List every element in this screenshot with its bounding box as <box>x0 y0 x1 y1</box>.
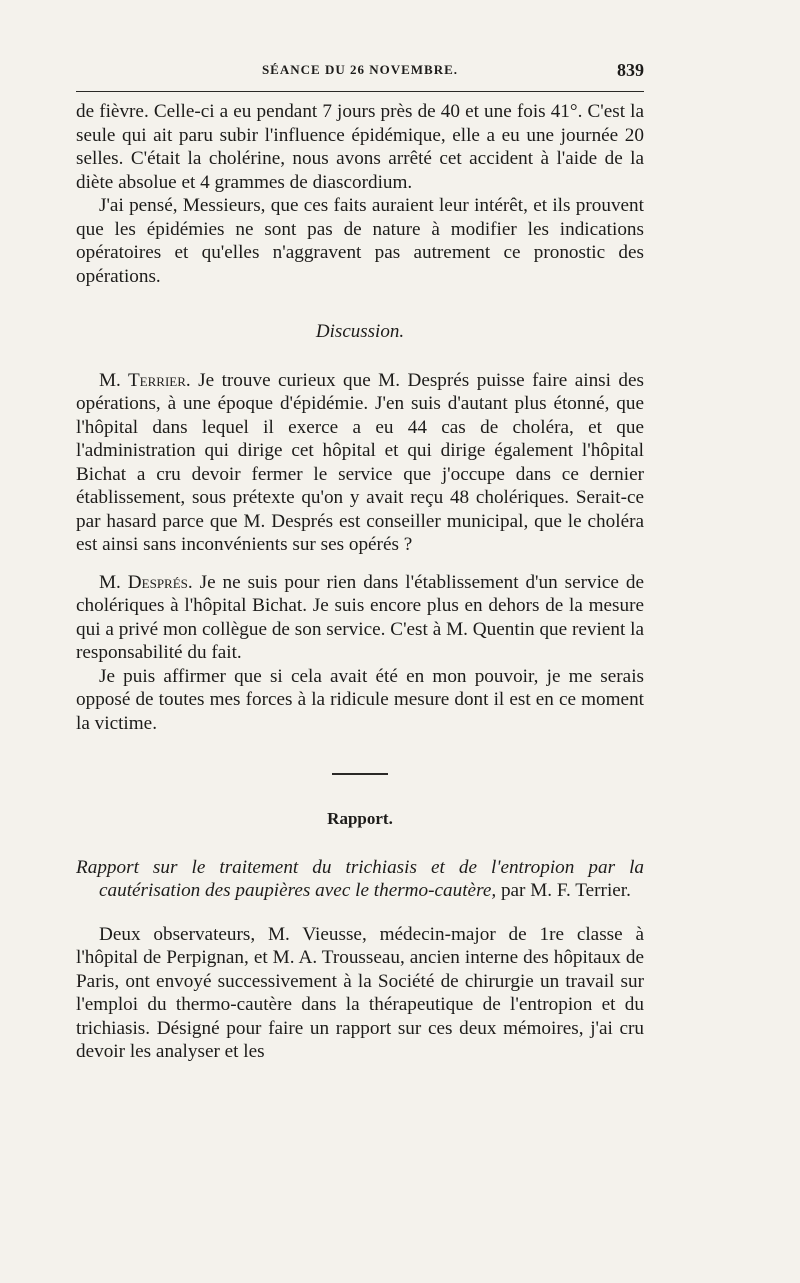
running-head <box>76 62 644 84</box>
header-rule <box>76 91 644 92</box>
speaker-despres: M. Després. <box>99 571 193 593</box>
page-number: 839 <box>617 60 644 80</box>
report-title <box>76 856 644 903</box>
paragraph-terrier <box>76 369 644 557</box>
paragraph-despres <box>76 571 644 665</box>
paragraph-despres-2: Je puis affirmer que si cela avait été en mon pouvoir, je me serais opposé de toutes mes forces à la ridicule mesure dont il est en ce moment la victime. <box>76 665 644 734</box>
despres-statement: Je ne suis pour rien dans l'établissement d'un service de cholériques à l'hôpital Bichat. Je suis encore plus en dehors de la mesure qui a privé mon collègue de son service. C'est à M. Quentin que revient la responsabilité du fait. <box>76 571 644 663</box>
running-title: SÉANCE DU 26 NOVEMBRE. <box>261 62 459 77</box>
speaker-terrier: M. Terrier. <box>99 369 191 391</box>
terrier-statement: Je trouve curieux que M. Després puisse faire ainsi des opérations, à une époque d'épidémie. J'en suis d'autant plus étonné, que l'hôpital dans lequel il exerce a eu 44 cas de choléra, et que l'administration qui dirige cet hôpital et qui dirige également l'hôpital Bichat a cru devoir fermer le service que j'occupe dans ce dernier établissement, sous prétexte qu'on y avait reçu 48 cholériques. Serait-ce par hasard parce que M. Després est conseiller municipal, que le choléra est ainsi sans inconvénients sur ses opérés ? <box>76 369 644 555</box>
discussion-heading: Discussion. <box>315 321 405 342</box>
paragraph-fever: de fièvre. Celle-ci a eu pendant 7 jours près de 40 et une fois 41°. C'est la seule qui ait paru subir l'influence épidémique, elle a eu une journée 20 selles. C'était la cholérine, nous avons arrêté cet accident à l'aide de la diète absolue et 4 grammes de diascordium. <box>76 101 644 193</box>
section-separator <box>332 773 388 775</box>
report-title-text: Rapport sur le traitement du trichiasis et de l'entropion par la cautérisation des paupières avec le thermo-cautère, <box>76 856 644 901</box>
report-author: par M. F. Terrier. <box>496 880 631 901</box>
paragraph-conclusion: J'ai pensé, Messieurs, que ces faits auraient leur intérêt, et ils prouvent que les épidémies ne sont pas de nature à modifier les indications opératoires et qu'elles n'aggravent pas autrement ce pronostic des opérations. <box>76 195 644 287</box>
body-text <box>76 100 644 1064</box>
paragraph-report: Deux observateurs, M. Vieusse, médecin-major de 1re classe à l'hôpital de Perpignan, et M. A. Trousseau, ancien interne des hôpitaux de Paris, ont envoyé successivement à la Société de chirurgie un travail sur l'emploi du thermo-cautère dans la thérapeutique de l'entropion et du trichiasis. Désigné pour faire un rapport sur ces deux mémoires, j'ai cru devoir les analyser et les <box>76 923 644 1062</box>
report-heading: Rapport. <box>327 809 393 828</box>
